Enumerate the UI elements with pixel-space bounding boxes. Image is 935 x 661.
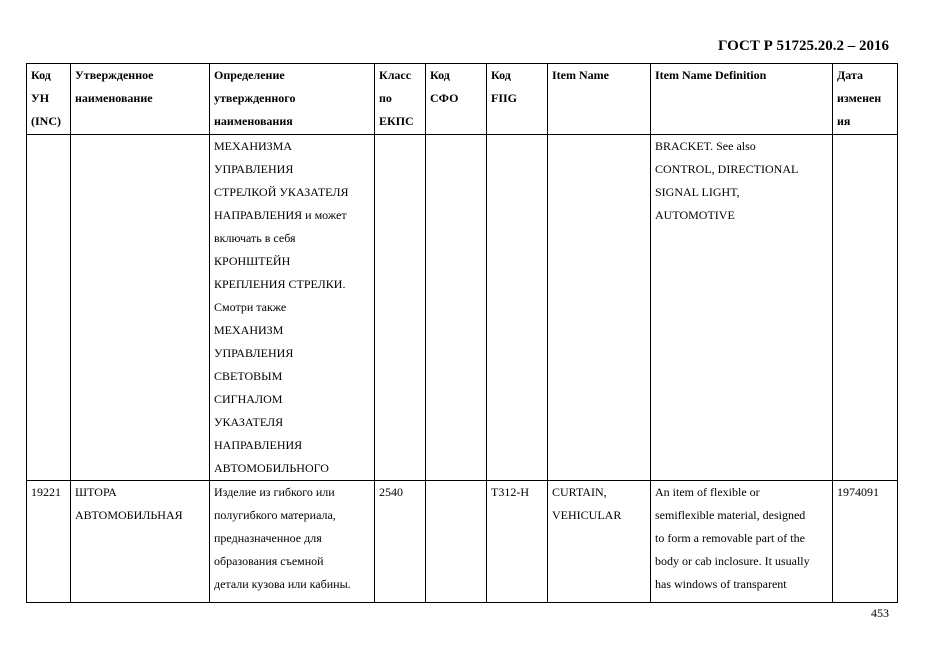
column-header-fiig: Код FIIG xyxy=(487,64,548,135)
cell-definition: Изделие из гибкого или полугибкого материала, предназначенное для образования съемной детали кузова или кабины. xyxy=(210,481,375,603)
column-header-inc: Код УН (INC) xyxy=(27,64,71,135)
cell-fiig xyxy=(487,135,548,481)
table-row-continuation xyxy=(27,135,898,481)
cell-class: 2540 xyxy=(375,481,426,603)
cell-approved-name: ШТОРА АВТОМОБИЛЬНАЯ xyxy=(71,481,210,603)
column-header-change-date: Дата изменен ия xyxy=(833,64,898,135)
cell-item-name-definition: An item of flexible or semiflexible material, designed to form a removable part of the body or cab inclosure. It usually has windows of transparent xyxy=(651,481,833,603)
table-row-19221 xyxy=(27,481,898,603)
cell-inc xyxy=(27,135,71,481)
cell-change-date xyxy=(833,135,898,481)
column-header-sfo: Код СФО xyxy=(426,64,487,135)
classification-table xyxy=(26,63,898,603)
cell-sfo xyxy=(426,481,487,603)
column-header-item-name-definition: Item Name Definition xyxy=(651,64,833,135)
cell-item-name xyxy=(548,135,651,481)
cell-class xyxy=(375,135,426,481)
cell-definition: МЕХАНИЗМА УПРАВЛЕНИЯ СТРЕЛКОЙ УКАЗАТЕЛЯ НАПРАВЛЕНИЯ и может включать в себя КРОНШТЕЙН КРЕПЛЕНИЯ СТРЕЛКИ. Смотри также МЕХАНИЗМ УПРАВЛЕНИЯ СВЕТОВЫМ СИГНАЛОМ УКАЗАТЕЛЯ НАПРАВЛЕНИЯ АВТОМОБИЛЬНОГО xyxy=(210,135,375,481)
cell-fiig: T312-H xyxy=(487,481,548,603)
document-standard-code: ГОСТ Р 51725.20.2 – 2016 xyxy=(717,38,889,54)
cell-item-name: CURTAIN, VEHICULAR xyxy=(548,481,651,603)
page-number: 453 xyxy=(871,606,889,620)
cell-item-name-definition: BRACKET. See also CONTROL, DIRECTIONAL SIGNAL LIGHT, AUTOMOTIVE xyxy=(651,135,833,481)
column-header-approved-name: Утвержденное наименование xyxy=(71,64,210,135)
column-header-class: Класс по ЕКПС xyxy=(375,64,426,135)
cell-sfo xyxy=(426,135,487,481)
cell-change-date: 1974091 xyxy=(833,481,898,603)
column-header-item-name: Item Name xyxy=(548,64,651,135)
cell-inc: 19221 xyxy=(27,481,71,603)
cell-approved-name xyxy=(71,135,210,481)
table-header-row xyxy=(27,64,898,135)
column-header-definition: Определение утвержденного наименования xyxy=(210,64,375,135)
